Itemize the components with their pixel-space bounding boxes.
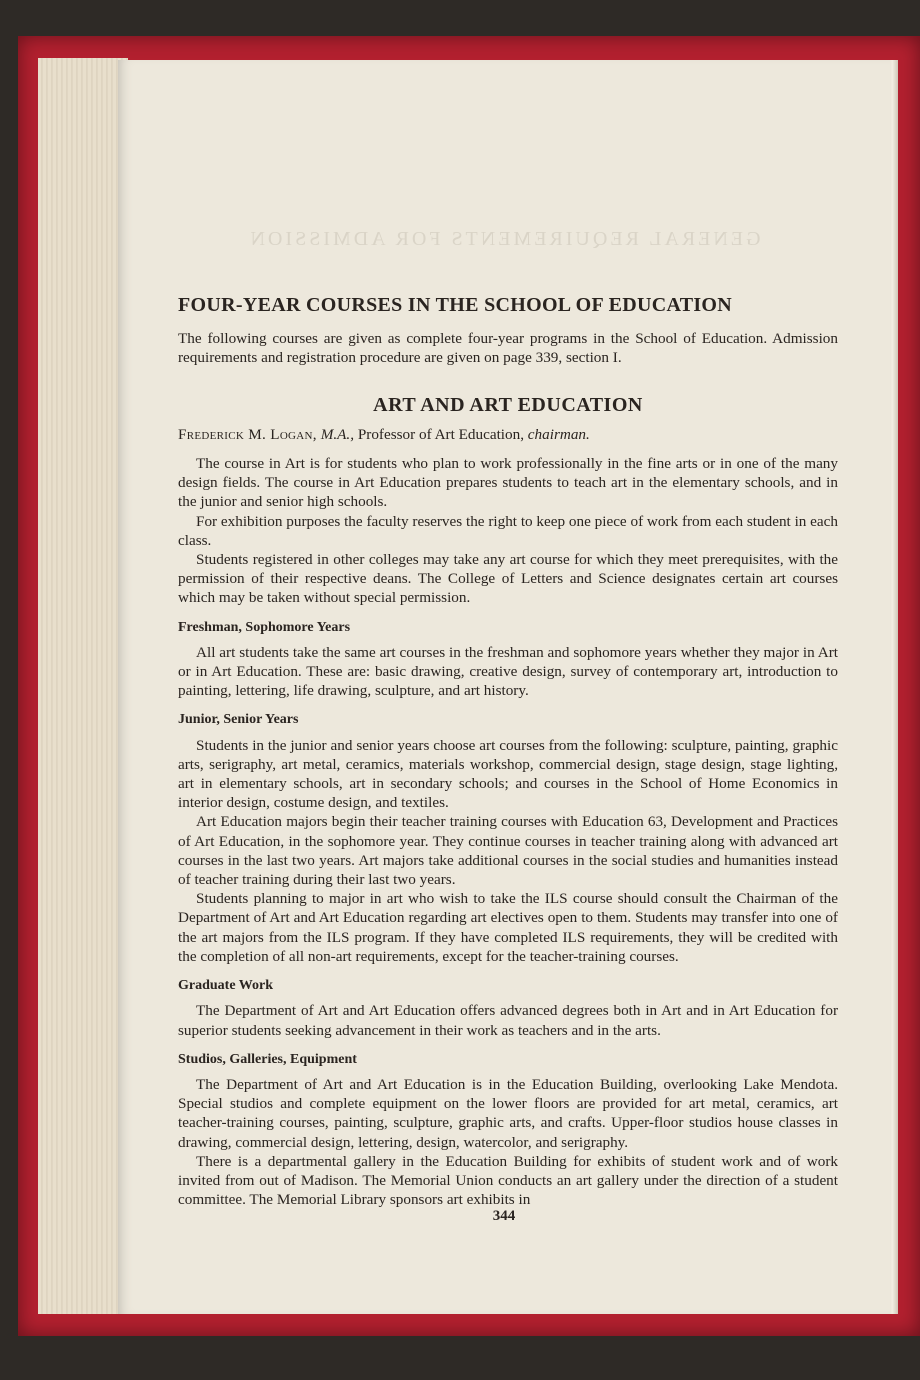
page-edges [38,58,128,1314]
subsection-heading-junior: Junior, Senior Years [178,712,299,728]
intro-paragraph: The following courses are given as complete four-year programs in the School of Education. Admission requirements and registration procedure are given on page 339, section I. [178,330,838,367]
graduate-paragraph: The Department of Art and Art Education offers advanced degrees both in Art and in Art Education for superior students seeking advancement in their work as teachers and in the arts. [178,1002,838,1039]
main-paragraph: The course in Art is for students who plan to work professionally in the fine arts or in one of the many design fields. The course in Art Education prepares students to teach art in the elementary schools, and in the junior and senior high schools. [178,455,838,511]
freshman-paragraph: All art students take the same art courses in the freshman and sophomore years whether they major in Art or in Art Education. These are: basic drawing, creative design, survey of contemporary art, introduction to painting, lettering, life drawing, sculpture, and art history. [178,643,838,700]
faculty-title: Professor of Art Education, [357,425,524,443]
main-paragraph: Students registered in other colleges may take any art course for which they meet prerequisites, with the permission of their respective deans. The College of Letters and Science designates certain art courses which may be taken without special permission. [178,551,838,607]
faculty-line [178,425,838,444]
junior-paragraph: Students in the junior and senior years choose art courses from the following: sculpture, painting, graphic arts, serigraphy, art metal, ceramics, materials workshop, commercial design, stage design, stage lighting, art in elementary schools, art in secondary schools; and courses in the School of Home Economics in interior design, costume design, and textiles. [178,736,838,812]
faculty-name: Frederick M. Logan, [178,425,317,443]
main-paragraph: For exhibition purposes the faculty reserves the right to keep one piece of work from each student in each class. [178,512,838,549]
junior-paragraph: Art Education majors begin their teacher training courses with Education 63, Development and Practices of Art Education, in the sophomore year. They continue courses in teacher training along with advanced art courses in the last two years. Art majors take additional courses in the social studies and humanities instead of teacher training during their last two years. [178,813,838,889]
subsection-heading-studios: Studios, Galleries, Equipment [178,1051,357,1067]
subsection-heading-freshman: Freshman, Sophomore Years [178,619,351,635]
book-page [118,60,890,1314]
studios-paragraph: There is a departmental gallery in the Education Building for exhibits of student work and of work invited from out of Madison. The Memorial Union conducts an art gallery under the direction of a student committee. The Memorial Library sponsors art exhibits in [178,1152,838,1209]
faculty-role: chairman. [527,425,590,443]
junior-paragraph: Students planning to major in art who wish to take the ILS course should consult the Chairman of the Department of Art and Art Education regarding art electives open to them. Students may transfer into one of the art majors from the ILS program. If they have completed ILS requirements, they will be credited with the completion of all non-art requirements, except for the teacher-training courses. [178,890,838,965]
page-content [178,296,838,1209]
subsection-heading-graduate: Graduate Work [178,978,274,994]
page-heading: FOUR-YEAR COURSES IN THE SCHOOL OF EDUCATION [178,294,733,316]
faculty-degree: M.A., [320,425,355,443]
bleed-through-text: GENERAL REQUIREMENTS FOR ADMISSION [247,228,761,250]
page-number: 344 [492,1208,516,1224]
studios-paragraph: The Department of Art and Art Education is in the Education Building, overlooking Lake Mendota. Special studios and complete equipment on the lower floors are provided for art metal, ceramics, art teacher-training courses, painting, sculpture, graphic arts, and crafts. Upper-floor studios house classes in drawing, commercial design, lettering, design, watercolor, and serigraphy. [178,1075,838,1151]
section-title: ART AND ART EDUCATION [373,393,643,416]
